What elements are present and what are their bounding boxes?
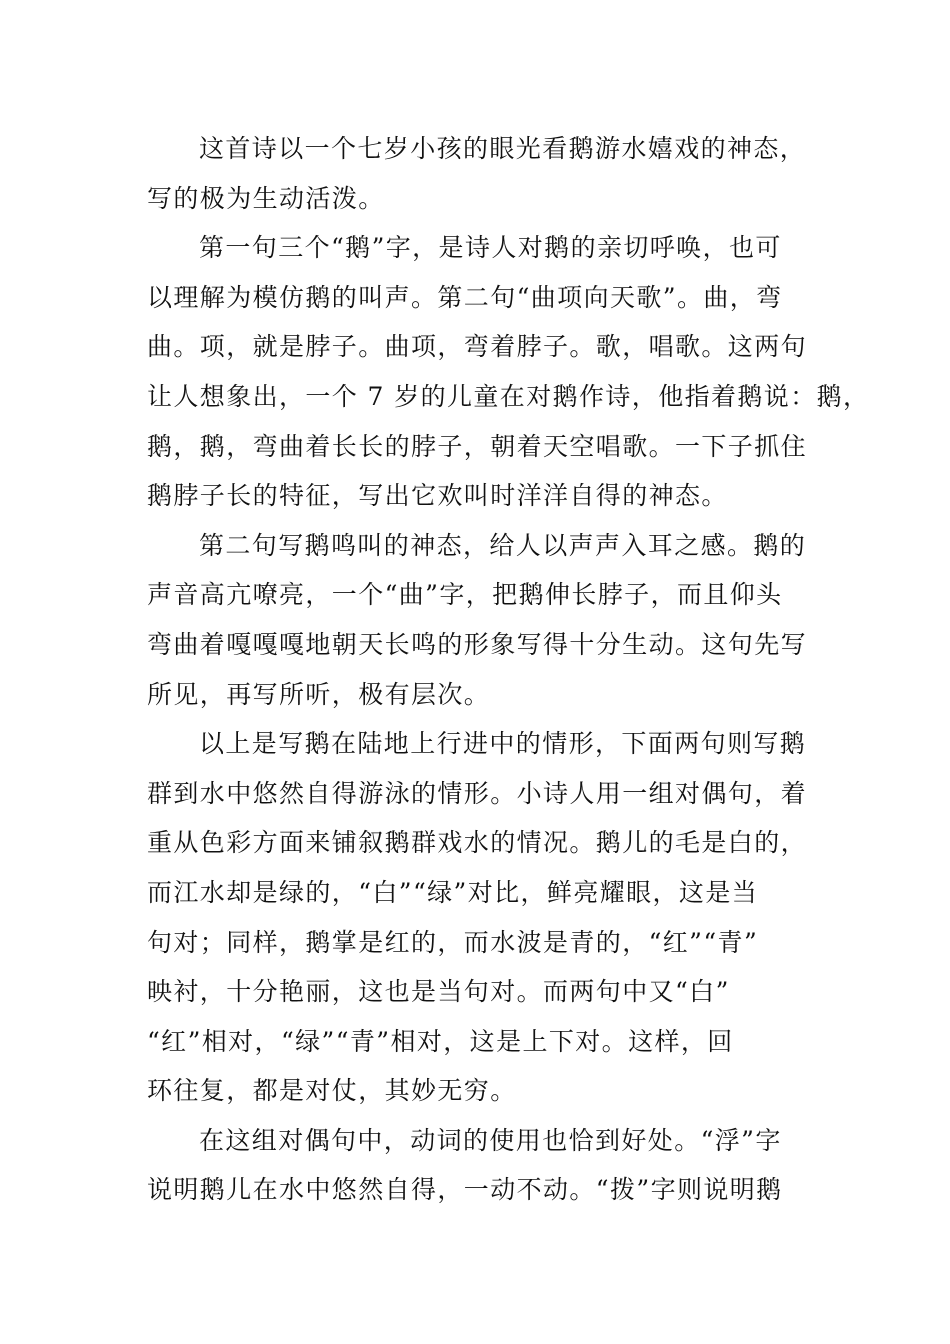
text-line: “红”相对，“绿”“青”相对，这是上下对。这样，回 — [147, 1026, 734, 1056]
text-line: 重从色彩方面来铺叙鹅群戏水的情况。鹅儿的毛是白的， — [147, 828, 808, 858]
text-line: 群到水中悠然自得游泳的情形。小诗人用一组对偶句，着 — [147, 778, 808, 808]
text-line: 鹅，鹅，弯曲着长长的脖子，朝着天空唱歌。一下子抓住 — [147, 431, 808, 461]
text-line: 第二句写鹅鸣叫的神态，给人以声声入耳之感。鹅的 — [199, 530, 807, 560]
text-line: 而江水却是绿的，“白”“绿”对比，鲜亮耀眼，这是当 — [147, 877, 759, 907]
text-line: 在这组对偶句中，动词的使用也恰到好处。“浮”字 — [199, 1125, 782, 1155]
text-line: 以理解为模仿鹅的叫声。第二句“曲项向天歌”。曲，弯 — [147, 282, 783, 312]
text-line: 这首诗以一个七岁小孩的眼光看鹅游水嬉戏的神态， — [199, 134, 807, 163]
text-line: 所见，再写所听，极有层次。 — [147, 679, 491, 709]
text-line: 第一句三个“鹅”字，是诗人对鹅的亲切呼唤，也可 — [199, 233, 782, 263]
text-line: 说明鹅儿在水中悠然自得，一动不动。“拨”字则说明鹅 — [147, 1175, 783, 1205]
text-line: 写的极为生动活泼。 — [147, 183, 385, 213]
text-line: 声音高亢嘹亮，一个“曲”字，把鹅伸长脖子，而且仰头 — [147, 580, 783, 610]
text-line: 鹅脖子长的特征，写出它欢叫时洋洋自得的神态。 — [147, 481, 728, 511]
text-line: 弯曲着嘎嘎嘎地朝天长鸣的形象写得十分生动。这句先写 — [147, 629, 808, 659]
text-line: 曲。项，就是脖子。曲项，弯着脖子。歌，唱歌。这两句 — [147, 332, 808, 362]
text-line: 以上是写鹅在陆地上行进中的情形，下面两句则写鹅 — [199, 729, 807, 759]
text-line: 句对；同样，鹅掌是红的，而水波是青的，“红”“青” — [147, 927, 759, 957]
text-line: 环往复，都是对仗，其妙无穷。 — [147, 1076, 517, 1106]
text-line: 映衬，十分艳丽，这也是当句对。而两句中又“白” — [147, 977, 730, 1007]
body-text — [147, 124, 870, 1215]
text-line: 让人想象出，一个 7 岁的儿童在对鹅作诗，他指着鹅说：鹅， — [147, 381, 870, 411]
